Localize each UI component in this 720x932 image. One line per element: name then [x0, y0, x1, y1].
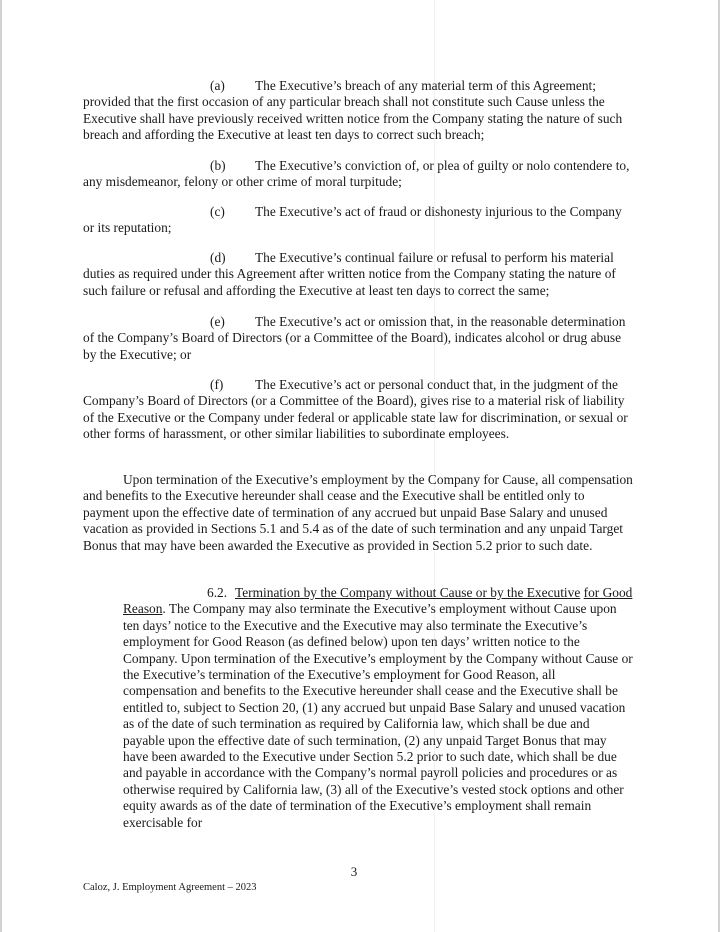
page-number: 3 — [350, 864, 358, 879]
section-6-2 — [123, 585, 633, 831]
clause-a-text: provided that the first occasion of any particular breach shall not constitute such Cause unless the Executive shall have previously received written notice from the Company stating the nature of such breach and affording the Executive at least ten days to correct such breach; — [83, 94, 623, 143]
clause-a-mark: (a) — [210, 78, 225, 93]
clause-d — [83, 250, 633, 299]
clause-a-lead: The Executive’s breach of any material term of this Agreement; — [255, 78, 596, 93]
clause-d-mark: (d) — [210, 250, 226, 265]
clause-f-text: the Company’s Board of Directors (or a Committee of the Board), gives rise to a material risk of liability of the Executive or the Company under federal or applicable state law for discrimination, or sexual or other forms of harassment, or other similar liabilities to subordinate employees. — [83, 377, 628, 442]
clause-f — [83, 377, 633, 443]
clause-b-text: to, any misdemeanor, felony or other crime of moral turpitude; — [83, 158, 630, 190]
clause-d-text: duties as required under this Agreement after written notice from the Company stating the nature of such failure or refusal and affording the Executive at least ten days to correct the same; — [83, 266, 616, 298]
clause-b — [83, 158, 633, 191]
section-body: . The Company may also terminate the Executive’s employment without Cause upon ten days’ notice to the Executive and the Executive may also terminate the Executive’s employment for Good Reason (as defined below) upon ten days’ written notice to the Company. Upon termination of the Executive’s employment by the Company without Cause or the Executive’s termination of the Executive’s employment for Good Reason, all compensation and benefits to the Executive hereunder shall cease and the Executive shall be entitled to, subject to Section 20, (1) any accrued but unpaid Base Salary and unused vacation as of the date of such termination as required by California law, which shall be due and payable upon the effective date of such termination, (2) any unpaid Target Bonus that may have been awarded to the Executive under Section 5.2 prior to such date, which shall be due and payable in accordance with the Company’s normal payroll policies and procedures or as otherwise required by California law, (3) all of the Executive’s vested stock options and other equity awards as of the date of termination of the Executive’s employment shall remain exercisable for — [123, 601, 633, 830]
clause-b-mark: (b) — [210, 158, 226, 173]
termination-for-cause-text: Upon termination of the Executive’s employment by the Company for Cause, all compensation and benefits to the Executive hereunder shall cease and the Executive shall be entitled only to payment upon the effective date of termination of any accrued but unpaid Base Salary and unused vacation as provided in Sections 5.1 and 5.4 as of the date of such termination and any unpaid Target Bonus that may have been awarded the Executive as provided in Section 5.2 prior to such date. — [83, 472, 633, 553]
clause-e — [83, 314, 633, 363]
clause-e-text: determination of the Company’s Board of Directors (or a Committee of the Board), indicates alcohol or drug abuse by the Executive; or — [83, 314, 626, 362]
clause-b-lead: The Executive’s conviction of, or plea of guilty or nolo contendere — [255, 158, 613, 173]
footer-text: Caloz, J. Employment Agreement – 2023 — [83, 882, 257, 893]
clause-a — [83, 78, 633, 144]
termination-for-cause-paragraph — [83, 472, 633, 554]
section-heading-line2: for Good Reason — [123, 585, 633, 617]
section-number: 6.2. — [207, 585, 228, 600]
clause-c-lead: The Executive’s act of fraud or dishonesty injurious to the — [255, 204, 567, 219]
clause-c-mark: (c) — [210, 204, 225, 219]
clause-c — [83, 204, 633, 237]
clause-c-text: Company or its reputation; — [83, 204, 622, 236]
section-heading-line1: Termination by the Company without Cause or by the Executive — [235, 585, 581, 600]
scan-edge-left — [0, 0, 2, 932]
clause-f-lead: The Executive’s act or personal conduct that, in the judgment of — [255, 377, 599, 392]
clause-f-mark: (f) — [210, 377, 224, 392]
clause-e-mark: (e) — [210, 314, 225, 329]
clause-e-lead: The Executive’s act or omission that, in the reasonable — [255, 314, 548, 329]
clause-d-lead: The Executive’s continual failure or refusal to perform his material — [255, 250, 614, 265]
